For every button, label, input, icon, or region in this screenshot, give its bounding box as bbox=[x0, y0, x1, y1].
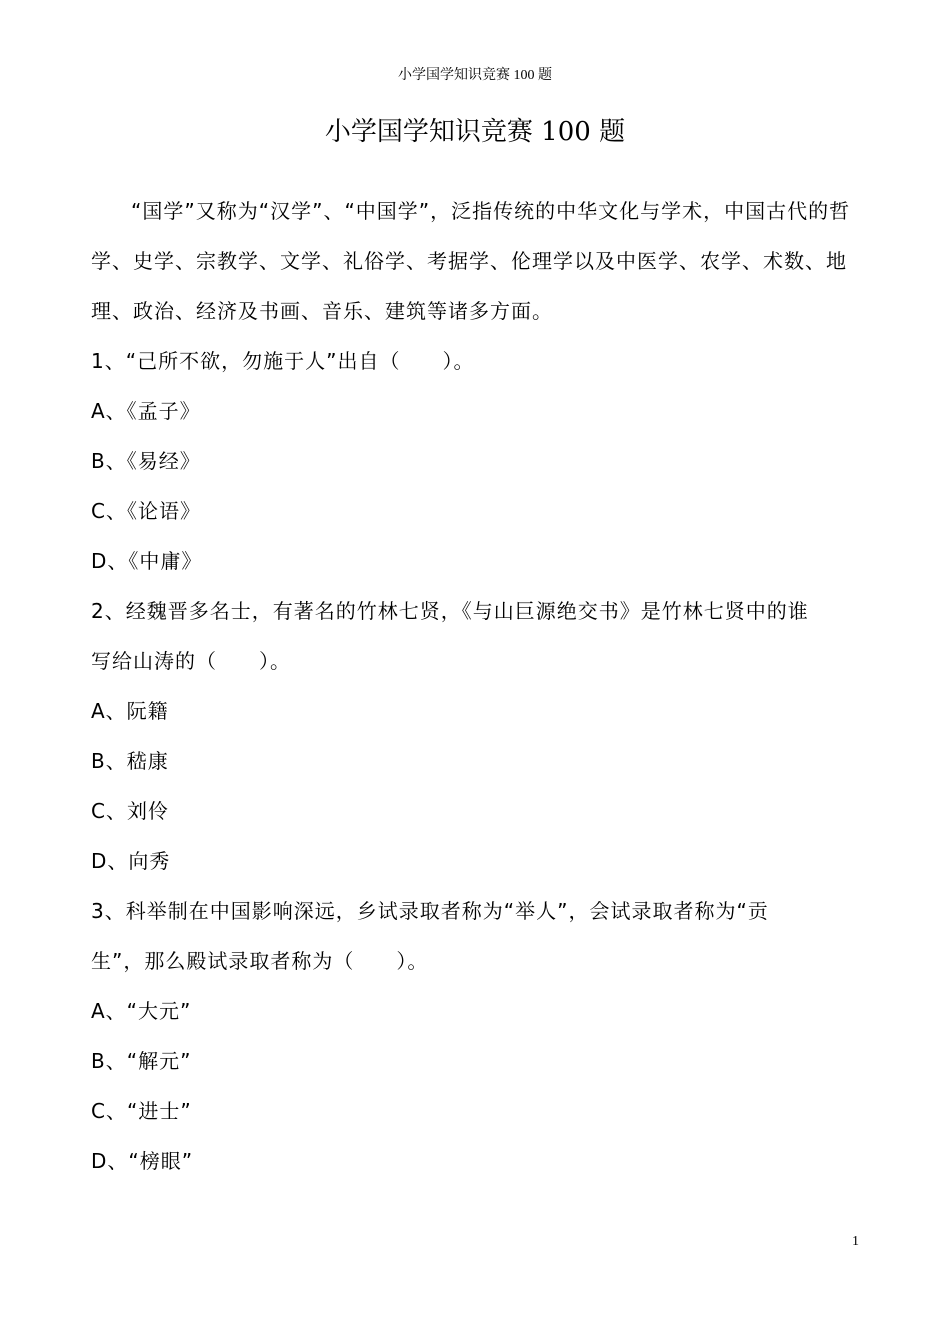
question-3-stem-line-2: 生”，那么殿试录取者称为（ ）。 bbox=[91, 949, 429, 973]
question-2-option-c: C、刘伶 bbox=[91, 799, 169, 823]
question-2-option-a: A、阮籍 bbox=[91, 699, 169, 723]
question-1-option-a: A、《孟子》 bbox=[91, 399, 201, 423]
question-2-stem-line-1: 2、经魏晋多名士，有著名的竹林七贤，《与山巨源绝交书》是竹林七贤中的谁 bbox=[91, 599, 809, 623]
question-3-option-d: D、“榜眼” bbox=[91, 1149, 194, 1173]
question-3-option-b: B、“解元” bbox=[91, 1049, 192, 1073]
intro-paragraph: “国学”又称为“汉学”、“中国学”，泛指传统的中华文化与学术，中国古代的哲学、史学、宗教学、文学、礼俗学、考据学、伦理学以及中医学、农学、术数、地理、政治、经济及书画、音乐、建筑等诸多方面。 bbox=[91, 199, 851, 323]
running-header: 小学国学知识竞赛 100 题 bbox=[398, 68, 552, 83]
page-number: 1 bbox=[852, 1234, 859, 1249]
document-title: 小学国学知识竞赛 100 题 bbox=[324, 117, 626, 147]
question-1-option-b: B、《易经》 bbox=[91, 449, 201, 473]
question-1-stem: 1、“己所不欲，勿施于人”出自（ ）。 bbox=[91, 349, 475, 373]
question-3-option-c: C、“进士” bbox=[91, 1099, 192, 1123]
question-3-stem-line-1: 3、科举制在中国影响深远，乡试录取者称为“举人”，会试录取者称为“贡 bbox=[91, 899, 769, 923]
question-2-option-b: B、嵇康 bbox=[91, 749, 169, 773]
question-2-option-d: D、向秀 bbox=[91, 849, 171, 873]
question-2-stem-line-2: 写给山涛的（ ）。 bbox=[91, 649, 291, 673]
question-1-option-c: C、《论语》 bbox=[91, 499, 201, 523]
question-3-option-a: A、“大元” bbox=[91, 999, 192, 1023]
question-1-option-d: D、《中庸》 bbox=[91, 549, 203, 573]
